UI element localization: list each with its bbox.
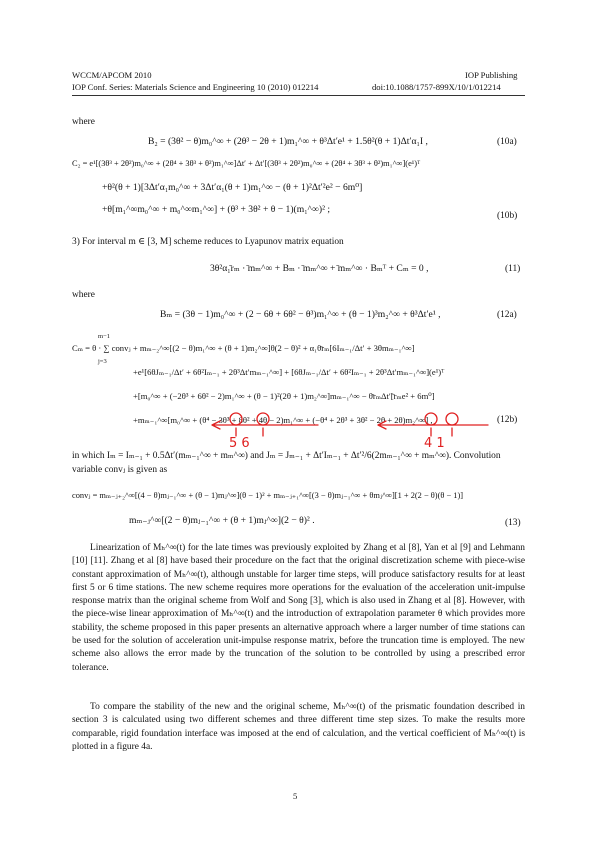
equation-13-number: (13) <box>505 518 521 528</box>
annotation-tick-right <box>431 428 452 436</box>
sum-lower-limit: j=3 <box>98 358 107 365</box>
text-interval: 3) For interval m ∈ [3, M] scheme reduces to Lyapunov matrix equation <box>72 237 344 247</box>
annotation-digits-left: 5 6 <box>229 436 250 451</box>
page-number: 5 <box>293 791 298 801</box>
annotation-digits-right: 4 1 <box>424 436 445 451</box>
annotation-circle-4 <box>446 413 458 425</box>
text-convolution-variable: variable convⱼ is given as <box>72 465 168 475</box>
annotation-tick-left <box>236 428 263 436</box>
annotation-circle-2 <box>257 413 269 425</box>
paragraph-linearization: Linearization of Mₕ^∞(t) for the late times was previously exploited by Zhang et al [8], Yan et al [9] and Lehmann [10] [11]. Zhang et al [8] have based their procedure on the fact that the original discretization scheme with piece-wise constant approximation of Mₕ^∞(t), although unstable for larger time steps, will produce satisfactory results for at least first 5 or 6 time stations. The new scheme requires more operations for the evaluation of the acceleration unit-impulse response matrix than the original scheme from Wolf and Song [3], which is also used in Zhang et al [8]. However, with the piece-wise linear approximation of Mₕ^∞(t) and the introduction of extrapolation parameter θ which provides more stability, the scheme proposed in this paper presents an alternative approach where a larger number of time stations can be used for the solution of acceleration unit-impulse response matrix, before the truncation time is employed. The new scheme also allows the error made by the truncation of the solution to be controlled by using a prescribed error tolerance. <box>72 543 525 673</box>
equation-10b-line2: +θ²(θ + 1)[3Δt′α₁m₀^∞ + 3Δt′α₁(θ + 1)m₁^∞ − (θ + 1)²Δt′²e² − 6m⁰] <box>102 182 363 193</box>
equation-10b-number: (10b) <box>497 211 518 221</box>
text-in-which: in which Iₘ = Iₘ₋₁ + 0.5Δt′(mₘ₋₁^∞ + mₘ^∞) and Jₘ = Jₘ₋₁ + Δt′Iₘ₋₁ + Δt′²/6(2mₘ₋₁^∞ + mₘ^∞). Convolution <box>72 451 501 461</box>
header-journal-short: WCCM/APCOM 2010 <box>72 70 152 80</box>
equation-12a-number: (12a) <box>497 310 517 320</box>
header-doi: doi:10.1088/1757-899X/10/1/012214 <box>372 82 501 92</box>
equation-12b-line1: Cₘ = θ · ∑ convⱼ + mₘ₋₂^∞[(2 − θ)m₁^∞ + (θ + 1)m₂^∞]θ(2 − θ)² + α₁θ̄rₘ[6Iₘ₋₁/Δt′ + 3θmₘ₋₁^∞] <box>72 343 415 353</box>
annotation-circle-3 <box>425 413 437 425</box>
equation-11-number: (11) <box>505 264 521 274</box>
equation-12b-number: (12b) <box>497 415 518 425</box>
text-where-1: where <box>72 117 95 127</box>
annotation-circle-1 <box>230 413 242 425</box>
sum-upper-limit: m−1 <box>98 333 110 340</box>
equation-12b-line3: +[m₀^∞ + (−2θ³ + 6θ² − 2)m₁^∞ + (θ − 1)²(2θ + 1)m₂^∞]mₘ₋₁^∞ − θ̄rₘΔt′[̄rₘe² + 6m⁰] <box>133 391 435 401</box>
header-citation: IOP Conf. Series: Materials Science and Engineering 10 (2010) 012214 <box>72 82 319 92</box>
equation-12b-line4: +mₘ₋₁^∞[m₀^∞ + (θ⁴ − 3θ³ + 8θ² + 4θ − 2)m₁^∞ + (−θ⁴ + 2θ³ + 3θ² − 2θ + 2θ)m₂^∞] , <box>133 415 433 425</box>
equation-13-line1: convⱼ = mₘ₋ⱼ₊₂^∞[(4 − θ)mⱼ₋₁^∞ + (θ − 1)mⱼ^∞](θ − 1)² + mₘ₋ⱼ₊₁^∞[(3 − θ)mⱼ₋₁^∞ + θmⱼ^∞][1 + 2(2 − θ)(θ − 1)] <box>72 491 464 500</box>
equation-10b-line1: C₂ = e¹[(3θ³ + 2θ²)m₀^∞ + (2θ⁴ + 3θ³ + θ²)m₁^∞]Δt′ + Δt′[(3θ³ + 2θ²)m₀^∞ + (2θ⁴ + 3θ³ + θ²)m₁^∞](e¹)ᵀ <box>72 159 421 168</box>
equation-12a: Bₘ = (3θ − 1)m₀^∞ + (2 − 6θ + 6θ² − θ³)m₁^∞ + (θ − 1)³m₂^∞ + θ³Δt′e¹ , <box>160 309 441 320</box>
equation-10b-line3: +θ[m₁^∞m₀^∞ + m₀^∞m₁^∞] + (θ³ + 3θ² + θ − 1)(m₁^∞)² ; <box>102 204 331 215</box>
equation-12b-line2: +e¹[6θJₘ₋₁/Δt′ + 6θ²Iₘ₋₁ + 2θ³Δt′mₘ₋₁^∞] + [6θJₘ₋₁/Δt′ + 6θ²Iₘ₋₁ + 2θ³Δt′mₘ₋₁^∞](e¹)ᵀ <box>133 367 445 377</box>
equation-10a-number: (10a) <box>497 137 517 147</box>
equation-10a: B₂ = (3θ² − θ)m₀^∞ + (2θ³ − 2θ + 1)m₁^∞ + θ³Δt′e¹ + 1.5θ²(θ + 1)Δt′α₁I , <box>148 136 428 147</box>
text-where-2: where <box>72 290 95 300</box>
header-publisher: IOP Publishing <box>465 70 518 80</box>
paragraph-comparison: To compare the stability of the new and the original scheme, Mₕ^∞(t) of the prismatic foundation described in section 3 is calculated using two different schemes and three different time step sizes. To make the results more comparable, rigid foundation interface was imposed at the end of calculation, and the vertical coefficient of Mₕ^∞(t) is plotted in a figure 4a. <box>72 702 525 752</box>
equation-13-line2: mₘ₋ⱼ^∞[(2 − θ)mⱼ₋₁^∞ + (θ + 1)mⱼ^∞](2 − θ)² . <box>129 515 315 526</box>
equation-11: 3θ²α₁̄rₘ · ̄mₘ^∞ + Bₘ · ̄mₘ^∞ + ̄mₘ^∞ · Bₘᵀ + Cₘ = 0 , <box>210 263 429 274</box>
